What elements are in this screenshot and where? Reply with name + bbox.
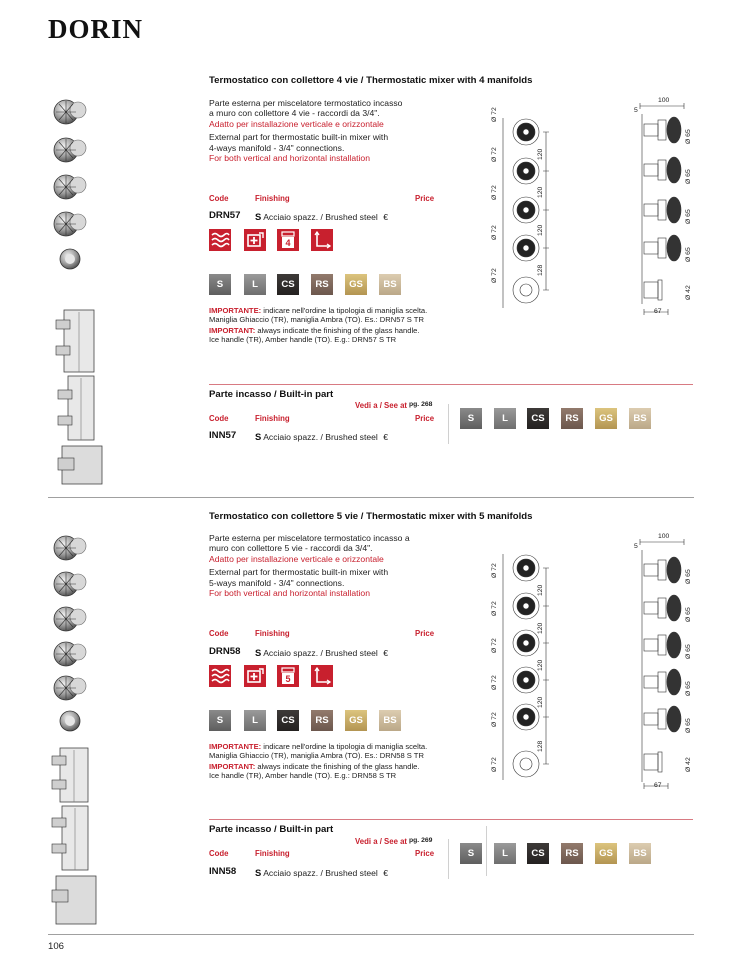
- swatch-gs[interactable]: GS: [595, 408, 617, 429]
- desc-en-red: For both vertical and horizontal installation: [209, 153, 370, 164]
- dim-spacing: 120: [537, 696, 544, 708]
- finish-text: Acciaio spazz. / Brushed steel: [263, 868, 378, 878]
- dim-diameter-handle: Ø 65: [685, 569, 692, 584]
- ways-count-badge: 5: [285, 674, 291, 684]
- swatch-cs[interactable]: CS: [277, 710, 299, 731]
- swatch-gs[interactable]: GS: [345, 710, 367, 731]
- dim-diameter-handle: Ø 65: [685, 607, 692, 622]
- important-it-line1: indicare nell'ordine la tipologia di maniglia scelta.: [263, 306, 428, 315]
- see-at-page[interactable]: pg. 269: [409, 837, 433, 844]
- separator: [486, 826, 487, 876]
- dim-spacing: 120: [537, 659, 544, 671]
- section2-front-drawing: [490, 544, 560, 784]
- dim-diameter-handle: Ø 65: [685, 209, 692, 224]
- separator: [448, 404, 449, 444]
- dim-width-top: 100: [658, 97, 670, 104]
- small-knob-image: [60, 249, 80, 269]
- product-code: DRN57: [209, 210, 241, 221]
- finishing-label: Finishing: [255, 849, 290, 858]
- important-it-label: IMPORTANTE:: [209, 742, 262, 751]
- finishing-label: Finishing: [255, 414, 290, 423]
- builtin-finish: [255, 867, 388, 878]
- dim-spacing: 120: [537, 622, 544, 634]
- section-divider: [48, 497, 694, 498]
- product-code: DRN58: [209, 646, 241, 657]
- see-at-label: Vedi a / See at: [355, 401, 408, 410]
- price-symbol: €: [383, 868, 388, 878]
- code-label: Code: [209, 629, 229, 638]
- swatch-s[interactable]: S: [209, 710, 231, 731]
- dim-diameter-front: Ø 72: [491, 675, 498, 690]
- dim-diameter-handle: Ø 65: [685, 129, 692, 144]
- swatch-cs[interactable]: CS: [277, 274, 299, 295]
- knob-image: [54, 175, 86, 199]
- thermostatic-wave-icon: [209, 229, 231, 251]
- handle-side-drawing: [644, 595, 681, 621]
- swatch-bs[interactable]: BS: [629, 843, 651, 864]
- desc-en-red: For both vertical and horizontal installation: [209, 588, 370, 599]
- dim-diameter-front: Ø 72: [491, 601, 498, 616]
- knob-image: [54, 536, 86, 560]
- section2-built-in-photo: [48, 744, 104, 930]
- swatch-l[interactable]: L: [244, 274, 266, 295]
- rosette-drawing: [513, 667, 539, 693]
- handle-side-drawing: [644, 632, 681, 658]
- handle-side-drawing: [644, 157, 681, 183]
- knob-image: [54, 100, 86, 124]
- price-symbol: €: [383, 212, 388, 222]
- see-at-page[interactable]: pg. 268: [409, 401, 433, 408]
- knob-image: [54, 212, 86, 236]
- rosette-drawing: [513, 630, 539, 656]
- vertical-horizontal-icon: [311, 665, 333, 687]
- ways-count-icon: [277, 665, 299, 687]
- knob-image: [54, 138, 86, 162]
- ways-count-badge: 4: [285, 238, 291, 248]
- swatch-l[interactable]: L: [494, 843, 516, 864]
- finish-value: [255, 211, 388, 222]
- desc-en-line1: External part for thermostatic built-in mixer with: [209, 132, 389, 143]
- dim-offset: 5: [634, 543, 638, 550]
- swatch-bs[interactable]: BS: [379, 710, 401, 731]
- rosette-drawing: [513, 197, 539, 223]
- safety-stop-icon: [244, 665, 266, 687]
- dim-diameter-front: Ø 72: [491, 563, 498, 578]
- important-note: [209, 742, 479, 780]
- section2-knob-photos: [44, 528, 104, 738]
- swatch-rs[interactable]: RS: [561, 408, 583, 429]
- desc-it-line2: muro con collettore 5 vie - raccordi da 3/4".: [209, 543, 373, 554]
- knob-image: [54, 676, 86, 700]
- dim-offset: 5: [634, 107, 638, 114]
- section1-built-in-photo: [54, 306, 108, 490]
- dim-diameter-handle: Ø 65: [685, 718, 692, 733]
- price-symbol: €: [383, 432, 388, 442]
- swatch-s[interactable]: S: [460, 408, 482, 429]
- important-en-label: IMPORTANT:: [209, 325, 256, 335]
- safety-stop-icon: [244, 229, 266, 251]
- swatch-l[interactable]: L: [494, 408, 516, 429]
- important-en-label: IMPORTANT:: [209, 761, 256, 771]
- swatch-cs[interactable]: CS: [527, 408, 549, 429]
- swatch-s[interactable]: S: [209, 274, 231, 295]
- swatch-bs[interactable]: BS: [629, 408, 651, 429]
- thermostatic-wave-icon: [209, 665, 231, 687]
- builtin-code: INN57: [209, 430, 237, 441]
- brand-logo: DORIN: [48, 14, 144, 44]
- small-knob-image: [60, 711, 80, 731]
- important-it-line1: indicare nell'ordine la tipologia di maniglia scelta.: [263, 742, 428, 751]
- builtin1-title: Parte incasso / Built-in part: [209, 389, 334, 400]
- desc-it-red: Adatto per installazione verticale e orizzontale: [209, 553, 384, 564]
- dim-diameter-handle: Ø 65: [685, 681, 692, 696]
- dim-diameter-front: Ø 72: [491, 147, 498, 162]
- rosette-drawing: [513, 751, 539, 777]
- finishing-label: Finishing: [255, 629, 290, 638]
- swatch-rs[interactable]: RS: [311, 274, 333, 295]
- important-en-line1: always indicate the finishing of the glass handle.: [257, 761, 420, 771]
- finish-value: [255, 647, 388, 658]
- dim-diameter-handle: Ø 65: [685, 247, 692, 262]
- section2-divider: [209, 819, 693, 820]
- footer-divider: [48, 934, 694, 935]
- rosette-drawing: [513, 704, 539, 730]
- handle-side-drawing: [644, 669, 681, 695]
- dim-spacing: 120: [537, 584, 544, 596]
- knob-image: [54, 572, 86, 596]
- code-label: Code: [209, 194, 229, 203]
- rosette-drawing: [513, 158, 539, 184]
- price-label: Price: [415, 194, 435, 203]
- section1-knob-photos: [44, 92, 104, 272]
- finish-text: Acciaio spazz. / Brushed steel: [263, 648, 378, 658]
- swatch-bs[interactable]: BS: [379, 274, 401, 295]
- price-label: Price: [415, 414, 435, 423]
- dim-spacing-last: 128: [537, 264, 544, 276]
- important-en-line1: always indicate the finishing of the glass handle.: [257, 325, 420, 335]
- swatch-s[interactable]: S: [460, 843, 482, 864]
- important-it-line2: Maniglia Ghiaccio (TR), maniglia Ambra (TO). Es.: DRN58 S TR: [209, 751, 424, 761]
- handle-side-drawing: [644, 117, 681, 143]
- section2-title: Termostatico con collettore 5 vie / Thermostatic mixer with 5 manifolds: [209, 511, 533, 522]
- dim-diameter-small: Ø 42: [685, 757, 692, 772]
- code-label: Code: [209, 849, 229, 858]
- dim-depth-bottom: 67: [654, 782, 662, 789]
- desc-it-line1: Parte esterna per miscelatore termostatico incasso: [209, 98, 403, 108]
- dim-spacing: 120: [537, 148, 544, 160]
- dim-diameter-front: Ø 72: [491, 225, 498, 240]
- knob-image: [54, 642, 86, 666]
- desc-it-line1: Parte esterna per miscelatore termostatico incasso a: [209, 533, 410, 543]
- important-en-line2: Ice handle (TR), Amber handle (TO). E.g.: DRN57 S TR: [209, 334, 397, 344]
- dim-depth-bottom: 67: [654, 308, 662, 315]
- dim-diameter-front: Ø 72: [491, 107, 498, 122]
- section2-description: [209, 533, 449, 598]
- desc-en-line2: 4-ways manifold - 3/4" connections.: [209, 142, 345, 153]
- swatch-cs[interactable]: CS: [527, 843, 549, 864]
- dim-width-top: 100: [658, 533, 670, 540]
- finish-text: Acciaio spazz. / Brushed steel: [263, 212, 378, 222]
- small-knob-side-drawing: [644, 280, 662, 300]
- desc-en-line1: External part for thermostatic built-in mixer with: [209, 567, 389, 578]
- section1-divider: [209, 384, 693, 385]
- knob-image: [54, 607, 86, 631]
- section1-description: [209, 98, 449, 163]
- finish-letter: S: [255, 211, 262, 222]
- important-note: [209, 306, 479, 344]
- dim-diameter-front: Ø 72: [491, 268, 498, 283]
- vertical-horizontal-icon: [311, 229, 333, 251]
- dim-diameter-small: Ø 42: [685, 285, 692, 300]
- handle-side-drawing: [644, 235, 681, 261]
- dim-diameter-handle: Ø 65: [685, 644, 692, 659]
- code-label: Code: [209, 414, 229, 423]
- desc-en-line2: 5-ways manifold - 3/4" connections.: [209, 577, 345, 588]
- section1-title: Termostatico con collettore 4 vie / Thermostatic mixer with 4 manifolds: [209, 75, 533, 86]
- separator: [448, 839, 449, 879]
- rosette-drawing: [513, 555, 539, 581]
- important-it-line2: Maniglia Ghiaccio (TR), maniglia Ambra (TO). Es.: DRN57 S TR: [209, 315, 424, 325]
- rosette-drawing: [513, 593, 539, 619]
- swatch-rs[interactable]: RS: [561, 843, 583, 864]
- handle-side-drawing: [644, 197, 681, 223]
- price-label: Price: [415, 849, 435, 858]
- swatch-gs[interactable]: GS: [345, 274, 367, 295]
- dim-spacing-last: 128: [537, 740, 544, 752]
- desc-it-line2: a muro con collettore 4 vie - raccordi da 3/4".: [209, 108, 380, 119]
- swatch-rs[interactable]: RS: [311, 710, 333, 731]
- dim-diameter-front: Ø 72: [491, 638, 498, 653]
- important-en-line2: Ice handle (TR), Amber handle (TO). E.g.: DRN58 S TR: [209, 770, 397, 780]
- dim-diameter-front: Ø 72: [491, 712, 498, 727]
- rosette-drawing: [513, 235, 539, 261]
- page-number: 106: [48, 941, 65, 952]
- price-label: Price: [415, 629, 435, 638]
- dim-spacing: 120: [537, 224, 544, 236]
- builtin2-title: Parte incasso / Built-in part: [209, 824, 334, 835]
- dim-diameter-front: Ø 72: [491, 757, 498, 772]
- desc-it-red: Adatto per installazione verticale e orizzontale: [209, 118, 384, 129]
- handle-side-drawing: [644, 557, 681, 583]
- handle-side-drawing: [644, 706, 681, 732]
- dim-diameter-handle: Ø 65: [685, 169, 692, 184]
- ways-count-icon: [277, 229, 299, 251]
- builtin-code: INN58: [209, 866, 237, 877]
- dim-diameter-front: Ø 72: [491, 185, 498, 200]
- finishing-label: Finishing: [255, 194, 290, 203]
- builtin-finish: [255, 431, 388, 442]
- rosette-drawing: [513, 277, 539, 303]
- finish-text: Acciaio spazz. / Brushed steel: [263, 432, 378, 442]
- price-symbol: €: [383, 648, 388, 658]
- see-at-label: Vedi a / See at: [355, 837, 408, 846]
- swatch-l[interactable]: L: [244, 710, 266, 731]
- section1-front-drawing: [490, 108, 560, 308]
- finish-letter: S: [255, 431, 262, 442]
- important-it-label: IMPORTANTE:: [209, 306, 262, 315]
- small-knob-side-drawing: [644, 752, 662, 772]
- dim-spacing: 120: [537, 186, 544, 198]
- rosette-drawing: [513, 119, 539, 145]
- finish-letter: S: [255, 867, 262, 878]
- finish-letter: S: [255, 647, 262, 658]
- swatch-gs[interactable]: GS: [595, 843, 617, 864]
